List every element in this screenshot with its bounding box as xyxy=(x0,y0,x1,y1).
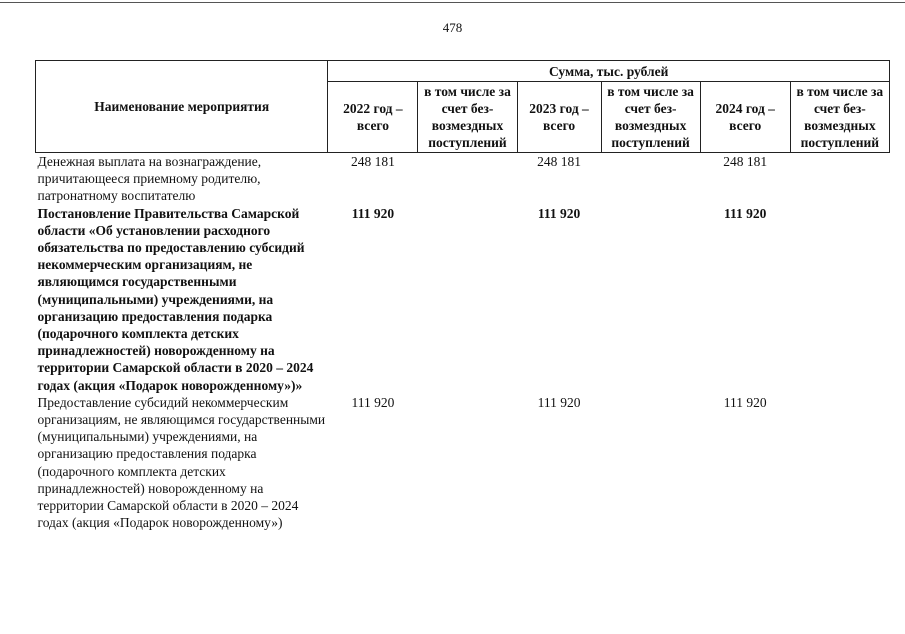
row-name: Постановление Правительства Самарской области «Об установлении расходного обязательства по предоставлению субсидий некоммерческим организациям, не являющимся государственными (муниципальными) учреждениями, на организацию предоставления подарка (подарочного комплекта детских принадлежностей) новорожденному на территории Самарской области в 2020 – 2024 годах (акция «Подарок новорожденному»)» xyxy=(37,205,314,393)
row-value-2024: 111 920 xyxy=(723,394,767,410)
header-2022-total: 2022 год – всего xyxy=(328,82,418,153)
table-row xyxy=(36,394,890,532)
header-2023-total: 2023 год – всего xyxy=(517,82,601,153)
row-value-2022: 111 920 xyxy=(351,394,395,410)
row-incl-2024 xyxy=(790,205,889,394)
row-name: Предоставление субсидий некоммерческим организациям, не являющимся государственными (муниципальными) учреждениями, на организацию предоставления подарка (подарочного комплекта детских принадлежностей) новорожденному на территории Самарской области в 2020 – 2024 годах (акция «Подарок новорожденному») xyxy=(37,394,326,531)
row-incl-2023 xyxy=(601,153,700,205)
table-row xyxy=(36,153,890,205)
row-value-2023: 111 920 xyxy=(537,394,581,410)
row-incl-2023 xyxy=(601,205,700,394)
row-value-2023: 111 920 xyxy=(537,205,581,221)
top-rule xyxy=(0,2,905,3)
table-row xyxy=(36,205,890,394)
row-value-2023: 248 181 xyxy=(537,154,581,169)
row-value-2022: 248 181 xyxy=(350,154,395,169)
page-number: 478 xyxy=(442,20,463,35)
header-name-column: Наименование мероприятия xyxy=(36,61,328,153)
header-2024-incl: в том числе за счет без-возмездных поступлений xyxy=(790,82,889,153)
header-sum-title: Сумма, тыс. рублей xyxy=(328,61,890,82)
row-incl-2024 xyxy=(790,153,889,205)
header-2024-total: 2024 год – всего xyxy=(700,82,790,153)
row-value-2024: 111 920 xyxy=(723,205,767,221)
row-incl-2024 xyxy=(790,394,889,532)
row-incl-2022 xyxy=(418,394,517,532)
row-incl-2022 xyxy=(418,205,517,394)
row-value-2022: 111 920 xyxy=(351,205,395,221)
header-2023-incl: в том числе за счет без-возмездных поступлений xyxy=(601,82,700,153)
row-name: Денежная выплата на вознаграждение, причитающееся приемному родителю, патронатному воспитателю xyxy=(37,154,262,204)
budget-table xyxy=(35,60,890,531)
row-incl-2022 xyxy=(418,153,517,205)
row-value-2024: 248 181 xyxy=(723,154,768,169)
header-2022-incl: в том числе за счет без-возмездных поступлений xyxy=(418,82,517,153)
row-incl-2023 xyxy=(601,394,700,532)
